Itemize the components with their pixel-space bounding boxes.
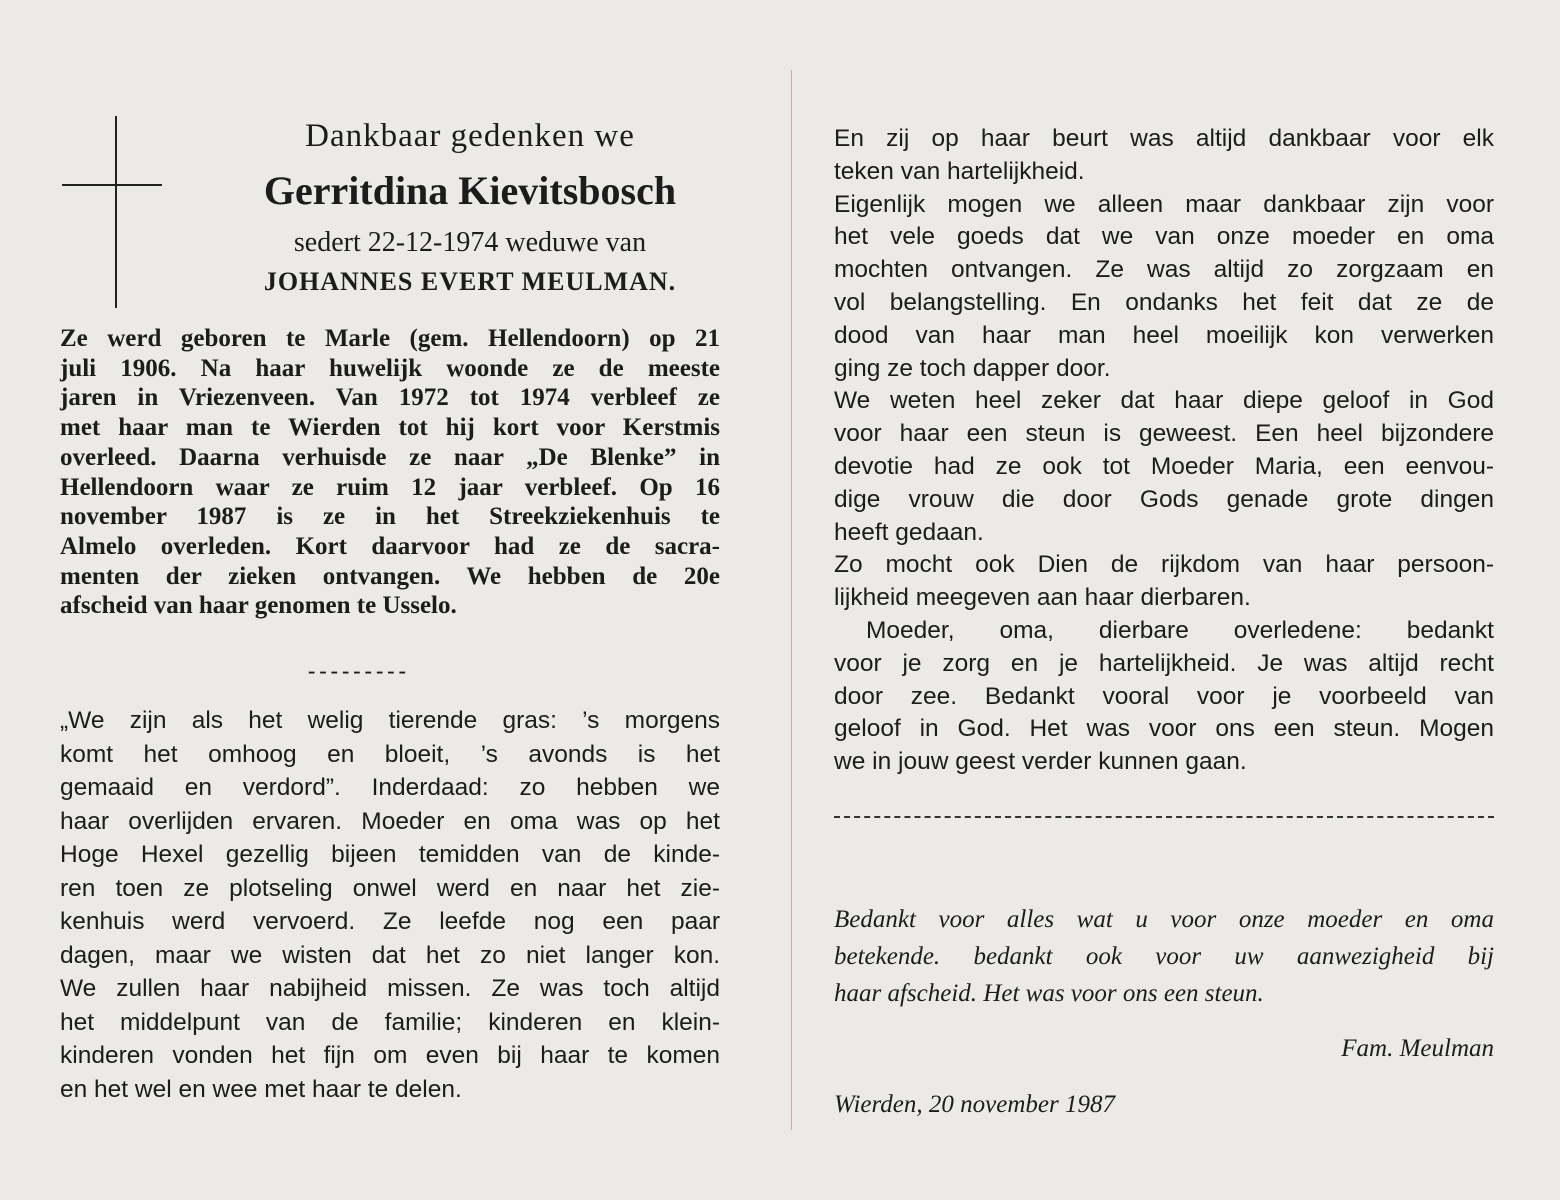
tribute-paragraph [834,123,1494,779]
tribute-line: vol belangstelling. En ondanks het feit dat ze de [834,288,1494,316]
tribute-line: dige vrouw die door Gods genade grote dingen [834,485,1494,513]
quote-line: Hoge Hexel gezellig bijeen temidden van de kinde- [60,841,720,868]
bio-line: Almelo overleden. Kort daarvoor had ze de sacra- [60,532,720,560]
quote-line: ren toen ze plotseling onwel werd en naar het zie- [60,874,720,902]
quote-line: dagen, maar we wisten dat het zo niet langer kon. [60,941,720,969]
tribute-line: Zo mocht ook Dien de rijkdom van haar persoon- [834,551,1494,579]
cross-icon [62,116,162,308]
tribute-line: Eigenlijk mogen we alleen maar dankbaar zijn voor [834,190,1494,218]
bio-line: afscheid van haar genomen te Usselo. [60,592,457,620]
bio-line: juli 1906. Na haar huwelijk woonde ze de meeste [60,354,720,382]
heading [190,112,750,302]
tribute-line: dood van haar man heel moeilijk kon verwerken [834,321,1494,349]
quote-line: en het wel en wee met haar te delen. [60,1075,462,1103]
fold-line [791,70,792,1130]
bio-line: jaren in Vriezenveen. Van 1972 tot 1974 verbleef ze [60,384,720,412]
quote-line: „We zijn als het welig tierende gras: ’s morgens [60,707,720,734]
family-signature: Fam. Meulman [1341,1035,1494,1062]
tribute-line: lijkheid meegeven aan haar dierbaren. [834,584,1251,612]
thanks-line: Bedankt voor alles wat u voor onze moeder en oma [834,906,1494,933]
tribute-line: heeft gedaan. [834,518,984,546]
tribute-line: We weten heel zeker dat haar diepe geloof in God [834,387,1494,415]
thanks-paragraph [834,901,1494,1012]
quote-line: het middelpunt van de familie; kinderen en klein- [60,1008,720,1036]
tribute-line: door zee. Bedankt vooral voor je voorbeeld van [834,682,1494,710]
bio-line: Hellendoorn waar ze ruim 12 jaar verbleef. Op 16 [60,473,720,501]
deceased-name: Gerritdina Kievitsbosch [263,168,677,213]
quote-line: komt het omhoog en bloeit, ’s avonds is het [60,740,720,768]
quote-line: haar overlijden ervaren. Moeder en oma was op het [60,807,720,835]
husband-name: JOHANNES EVERT MEULMAN. [263,267,677,296]
thanks-line: haar afscheid. Het was voor ons een steun. [834,980,1264,1007]
tribute-line: we in jouw geest verder kunnen gaan. [834,748,1247,776]
tribute-line: Moeder, oma, dierbare overledene: bedankt [866,616,1494,644]
tribute-line: teken van hartelijkheid. [834,157,1085,185]
biography [60,324,720,621]
tribute-line: mochten ontvangen. Ze was altijd zo zorgzaam en [834,256,1494,284]
dashed-divider [834,816,1494,820]
quote-paragraph [60,704,720,1106]
quote-line: We zullen haar nabijheid missen. Ze was toch altijd [60,975,720,1002]
separator: --------- [308,658,410,683]
quote-line: gemaaid en verdord”. Inderdaad: zo hebben we [60,774,720,801]
widow-since: sedert 22-12-1974 weduwe van [293,227,647,258]
tribute-line: En zij op haar beurt was altijd dankbaar voor elk [834,125,1494,152]
tribute-line: geloof in God. Het was voor ons een steun. Mogen [834,715,1494,743]
tribute-line: voor je zorg en je hartelijkheid. Je was altijd recht [834,649,1494,677]
quote-line: kenhuis werd vervoerd. Ze leefde nog een paar [60,908,720,935]
quote-line: kinderen vonden het fijn om even bij haar te komen [60,1042,720,1069]
bio-line: met haar man te Wierden tot hij kort voor Kerstmis [60,414,720,442]
tribute-line: ging ze toch dapper door. [834,354,1111,382]
tribute-line: voor haar een steun is geweest. Een heel bijzondere [834,420,1494,448]
bio-line: november 1987 is ze in het Streekziekenhuis te [60,503,720,531]
bio-line: menten der zieken ontvangen. We hebben de 20e [60,562,720,590]
tribute-line: devotie had ze ook tot Moeder Maria, een eenvou- [834,452,1494,480]
heading-intro: Dankbaar gedenken we [305,118,635,154]
thanks-line: betekende. bedankt ook voor uw aanwezigheid bij [834,943,1494,970]
place-date: Wierden, 20 november 1987 [834,1091,1115,1118]
bio-line: overleed. Daarna verhuisde ze naar „De Blenke” in [60,443,720,471]
bio-line: Ze werd geboren te Marle (gem. Hellendoorn) op 21 [60,325,720,352]
tribute-line: het vele goeds dat we van onze moeder en oma [834,223,1494,251]
